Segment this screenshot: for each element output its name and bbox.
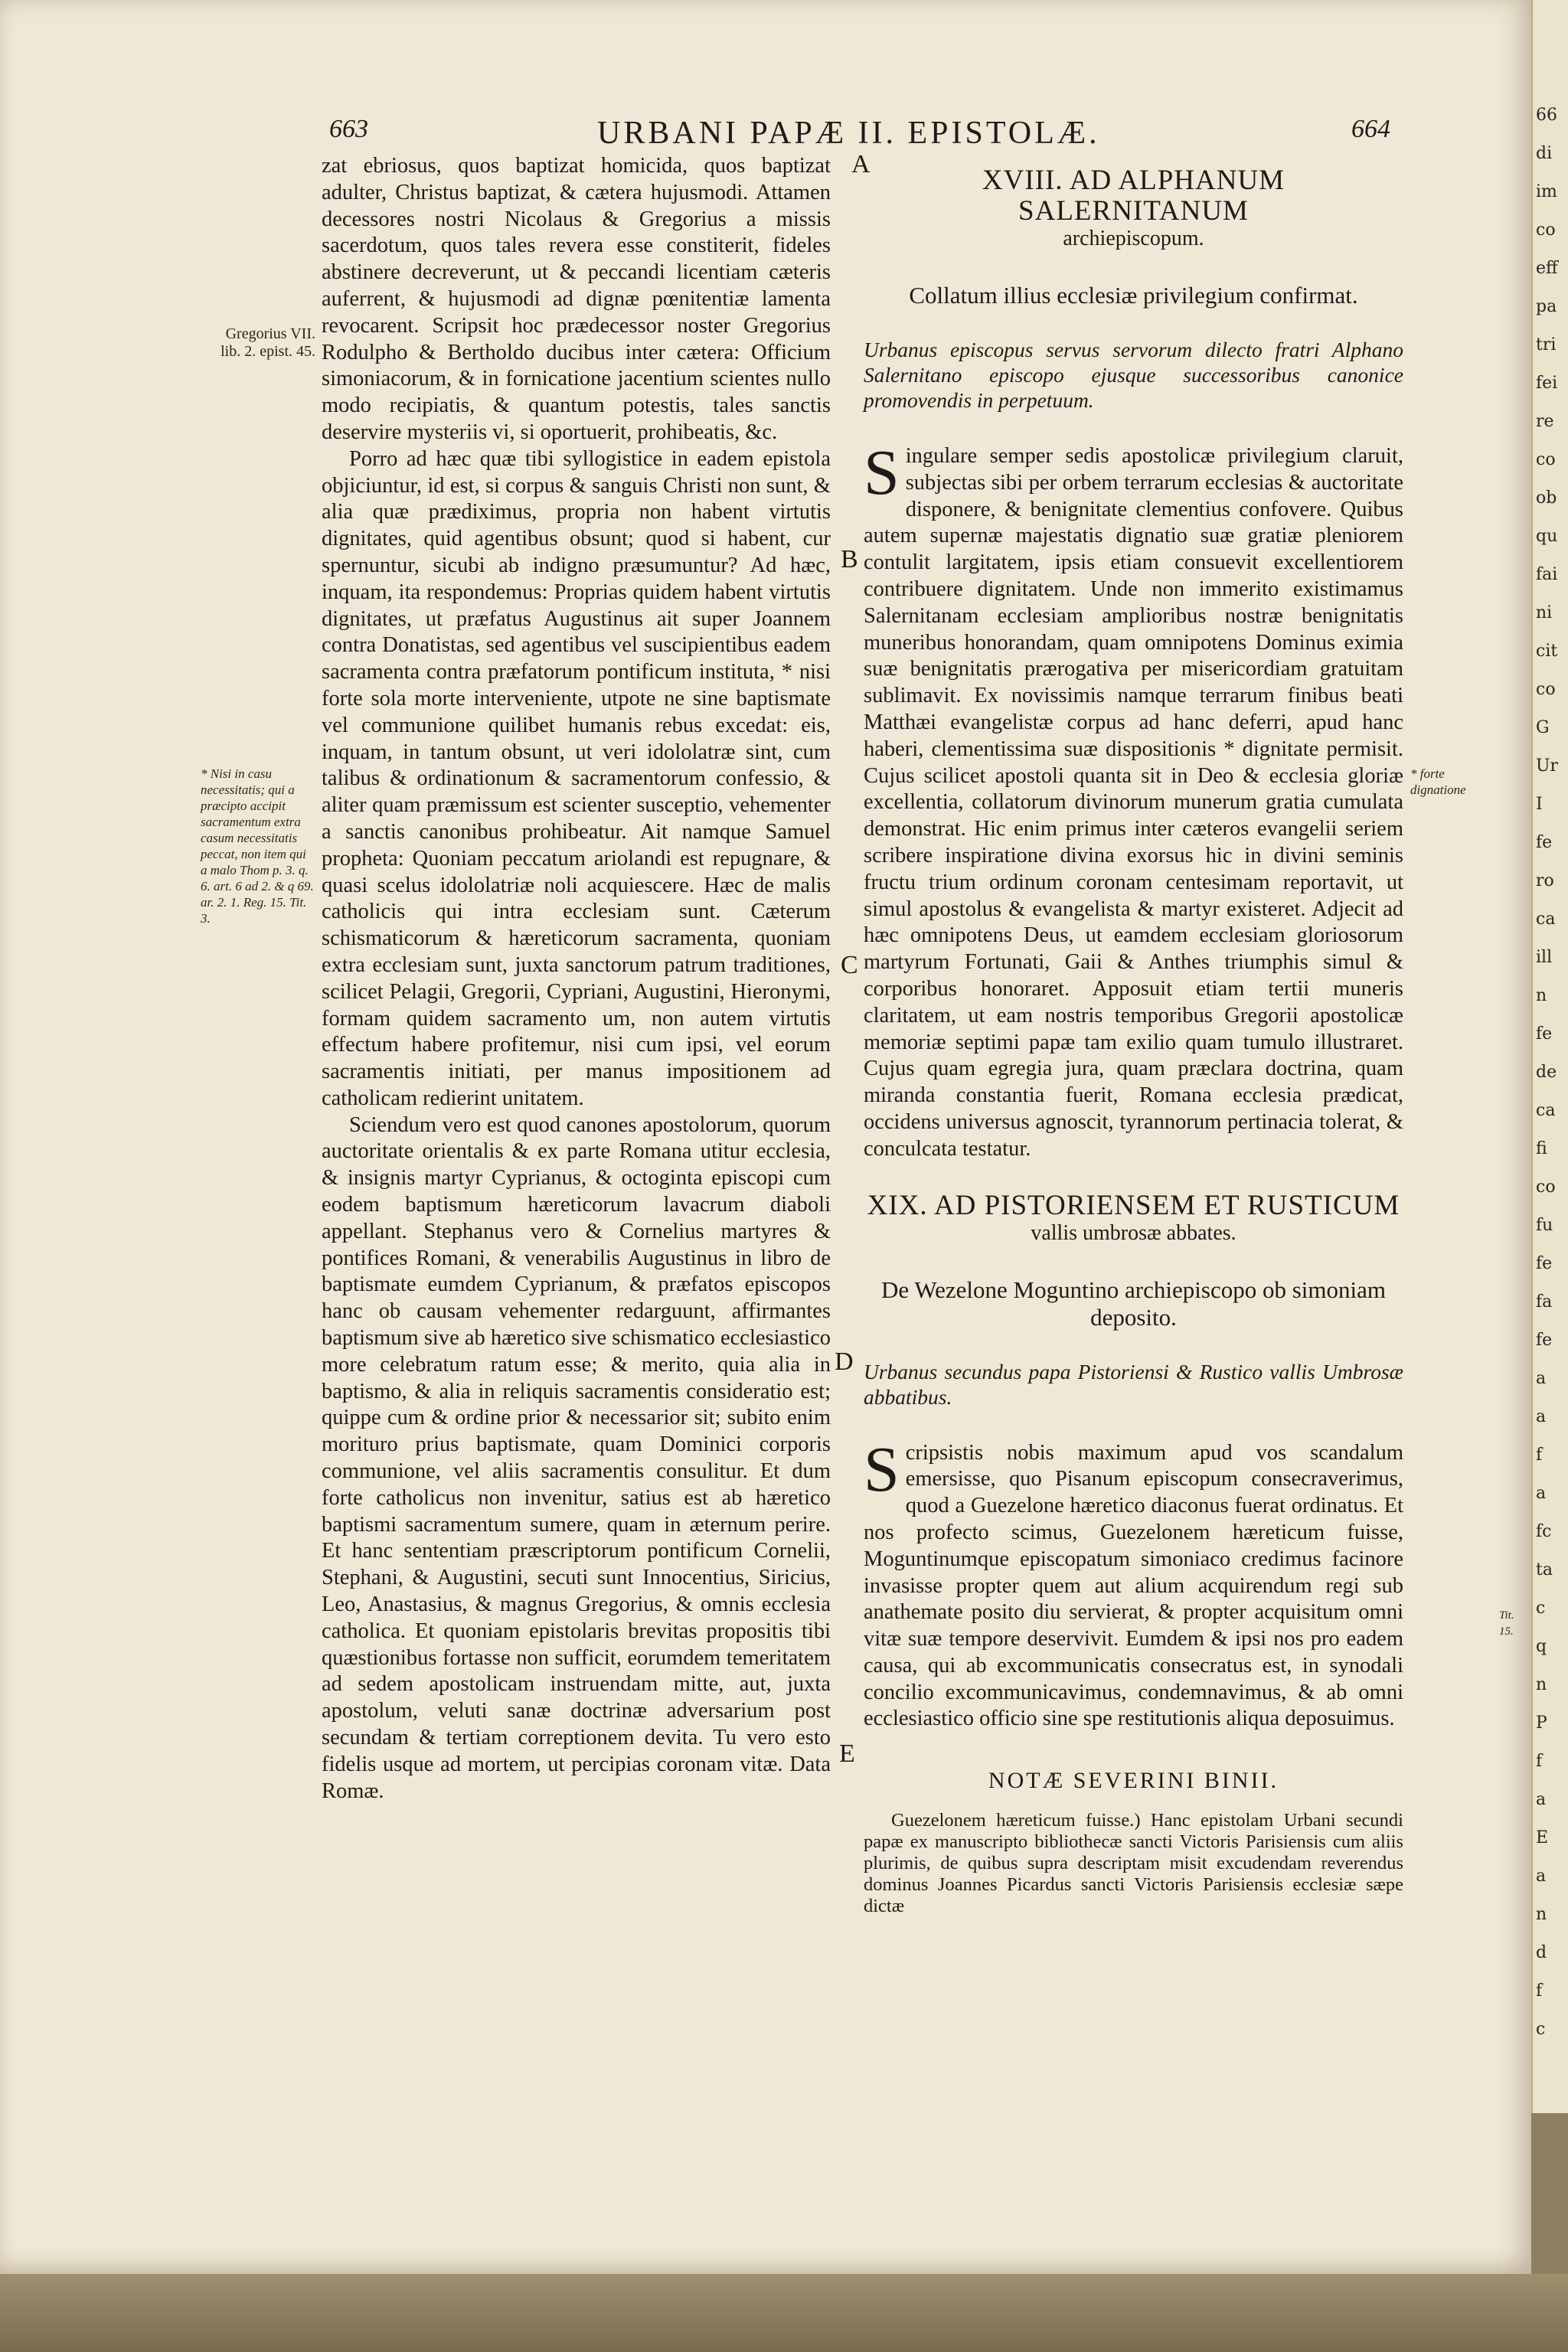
adjacent-page-fragment: fe [1536,833,1553,852]
adjacent-page-fragment: co [1536,680,1556,699]
left-column [322,153,831,1805]
adjacent-page-fragment: ob [1536,488,1557,508]
margin-note-gregorius: Gregorius VII. lib. 2. epist. 45. [220,325,315,360]
section-18-summary: Collatum illius ecclesiæ privilegium confirmat. [909,282,1358,309]
section-letter-a: A [851,150,871,178]
section-letter-c: C [841,951,858,979]
adjacent-page-fragment: fei [1536,374,1558,393]
adjacent-page-fragment: I [1536,795,1543,814]
section-19-subtitle: vallis umbrosæ abbates. [1031,1220,1236,1245]
adjacent-page-fragment: a [1536,1369,1547,1388]
page-number-right: 664 [1351,115,1390,143]
adjacent-page-fragment: f [1536,1446,1543,1465]
adjacent-page-fragment: d [1536,1943,1547,1962]
adjacent-page-fragment: n [1536,986,1547,1005]
section-letter-d: D [835,1348,854,1376]
adjacent-page-fragment: co [1536,450,1556,469]
left-paragraph-3: Sciendum vero est quod canones apostolorum, quorum auctoritate orientalis & ex parte Romana utitur ecclesia, & insignis martyr Cyprianus, & octoginta episcopi cum eodem baptismum hæreticorum lavacrum diaboli appellant. Stephanus vero & Cornelius martyres & pontifices Romani, & venerabilis Augustinus in libro de baptismate eumdem Cyprianum, & præfatos episcopos hanc ob causam vehementer redarguunt, affirmantes baptismum sive ab hæretico sive schismatico ecclesiastico more celebratum ratum esse; & merito, quia alia in baptismo, & alia in reliquis sacramentis consideratio est; quippe cum & ordine prior & necessarior sit; subito enim morituro prius baptismate, quam Dominici corporis communione, vel aliis sacramentis consulitur. Et dum forte catholicus non invenitur, satius est ab hæretico baptismi sacramentum sumere, quam in æternum perire. Et hanc sententiam præscriptorum pontificum Cornelii, Stephani, & Augustini, secuti sunt Innocentius, Siricius, Leo, Anastasius, & magnus Gregorius, & omnis ecclesia catholica. Et quoniam epistolaris brevitas propositis tibi quæstionibus fortasse non sufficit, eorumdem temeritatem ad sedem apostolicam instruendam mitte, aut, juxta apostolum, veluti sanæ doctrinæ adversarium post secundam & tertiam correptionem devita. Tu vero esto fidelis usque ad mortem, ut percipias coronam vitæ. Data Romæ. [322,1112,831,1803]
adjacent-page-fragment: ca [1536,910,1556,929]
margin-note-edge: Tit. 15. [1499,1609,1514,1638]
right-column [864,161,1403,1917]
adjacent-page-fragment: a [1536,1484,1547,1503]
adjacent-page-fragment: c [1536,1599,1546,1618]
adjacent-page-fragment: f [1536,1752,1543,1771]
section-19-incipit: Urbanus secundus papa Pistoriensi & Rustico vallis Umbrosæ abbatibus. [864,1359,1403,1409]
adjacent-page-fragment: fa [1536,1292,1553,1312]
section-18-title: XVIII. AD ALPHANUM SALERNITANUM [982,165,1285,227]
page-number-left: 663 [329,115,368,143]
adjacent-page-fragment: ni [1536,603,1553,622]
adjacent-page-fragment: tri [1536,335,1557,354]
adjacent-page-fragment: ro [1536,871,1554,890]
adjacent-page-fragment: G [1536,718,1550,737]
adjacent-page-fragment: pa [1536,297,1557,316]
book-bottom-edge [0,2274,1568,2352]
section-18-incipit: Urbanus episcopus servus servorum dilecto fratri Alphano Salernitano episcopo ejusque successoribus canonice promovendis in perpetuum. [864,338,1403,412]
adjacent-page-fragment: fc [1536,1522,1552,1541]
adjacent-page-fragment: cit [1536,642,1558,661]
adjacent-page-fragment: P [1536,1713,1547,1733]
adjacent-page-fragment: fe [1536,1331,1553,1350]
adjacent-page-fragment: q [1536,1637,1547,1656]
adjacent-page-fragment: a [1536,1407,1547,1426]
adjacent-page-fragment: n [1536,1675,1547,1694]
section-19-title: XIX. AD PISTORIENSEM ET RUSTICUM [867,1189,1400,1221]
section-18-body: Singulare semper sedis apostolicæ privilegium claruit, subjectas sibi per orbem terrarum ecclesias & auctoritate disponere, & benignitate clementius confovere. Quibus autem supernæ majestatis dignatio suæ gratiæ pleniorem contulit largitatem, ipsis etiam consuevit excellentiorem contribuere dignitatem. Unde non immerito existimamus Salernitanam ecclesiam amplioribus nostræ benignitatis muneribus honorandam, quam omnipotens Dominus eximia suæ benignitatis prærogativa per misericordiam gratuitam sublimavit. Ex novissimis namque terrarum finibus beati Matthæi evangelistæ corpus ad hanc deferri, apud hanc haberi, clementissima suæ dispositionis * dignitate permisit. Cujus scilicet apostoli quanta sit in Deo & ecclesia gloriæ excellentia, collatorum divinorum munerum gratia cumulata demonstrat. Hic enim primus inter cæteros evangelii seriem scribere inspiratione divina exorsus hic in divini seminis fructu trium ordinum coronam centesimam reportavit, ut simul apostolus & evangelista & martyr existeret. Adjecit ad hæc omnipotens Deus, ut eamdem ecclesiam gloriosorum martyrum Fortunati, Gaii & Anthes triumphis simul & corporibus honoraret. Apposuit etiam tertii muneris claritatem, ut eam nostris temporibus Gregorii apostolicæ memoriæ septimi papæ tam exilio quam tumulo illustraret. Cujus quam egregia jura, quam præclara doctrina, quam miranda constantia fuerit, Romana ecclesia prædicat, occidens universus agnoscit, tyrannorum pertinacia tolerat, & conculcata testatur. [864,437,1403,1161]
adjacent-page-fragment: fu [1536,1216,1553,1235]
adjacent-page-fragment: im [1536,182,1557,201]
notae-text: Guezelonem hæreticum fuisse.) Hanc epistolam Urbani secundi papæ ex manuscripto bibliothecæ sancti Victoris Parisiensis cum aliis plurimis, de quibus supra descriptam misit excudendam reverendus dominus Joannes Picardus sancti Victoris Parisiensis ecclesiæ sæpe dictæ [864,1810,1403,1917]
margin-note-nisi: * Nisi in casu necessitatis; qui a præcipto accipit sacramentum extra casum necessitatis peccat, non item qui a malo Thom p. 3. q. 6. art. 6 ad 2. & q 69. ar. 2. 1. Reg. 15. Tit. 3. [201,766,314,926]
adjacent-page-fragment: de [1536,1063,1557,1082]
adjacent-page-fragment: co [1536,220,1556,240]
adjacent-page-fragment: n [1536,1905,1547,1924]
adjacent-page-fragment: fe [1536,1254,1553,1273]
adjacent-page-edge [1531,0,1568,2113]
adjacent-page-fragment: eff [1536,259,1558,278]
adjacent-page-fragment: fai [1536,565,1558,584]
margin-note-forte: * forte dignatione [1410,766,1466,797]
adjacent-page-fragment: re [1536,412,1554,431]
adjacent-page-fragment: a [1536,1867,1547,1886]
adjacent-page-fragment: c [1536,2020,1546,2039]
left-paragraph-2: Porro ad hæc quæ tibi syllogistice in eadem epistola objiciuntur, id est, si corpus & sanguis Christi non sunt, & alia quæ prædiximus, propria non habent virtutis dignitates, quid agentibus obsunt; quod si habent, cur spernuntur, sicubi ab indigno præsumuntur? Ad hæc, inquam, ita respondemus: Proprias quidem habent virtutis dignitates, ut præfatus Augustinus ait super Joannem contra Donatistas, sed agentibus vel suscipientibus eadem sacramenta contra præfatorum pontificum instituta, * nisi forte sola morte interveniente, utpote ne sine baptismate vel communione quilibet humanis rebus excedat: eis, inquam, in tantum obsunt, ut veri idololatræ sint, cum talibus & ordinationum & sacramentorum confessio, & aliter quam præmissum est scienter susceptio, vehementer a sanctis canonibus prohibeatur. Ait namque Samuel propheta: Quoniam peccatum ariolandi est repugnare, & quasi scelus idololatriæ noli acquiescere. Hæc de malis catholicis qui intra ecclesiam sunt. Cæterum schismaticorum & hæreticorum sacramenta, quoniam extra ecclesiam sunt, juxta sanctorum patrum traditiones, scilicet Pelagii, Gregorii, Cypriani, Augustini, Hieronymi, formam quidem sacramento um, non autem virtutis effectum habere profitemur, nisi cum ipsi, vel eorum sacramentis initiati, per manus impositionem ad catholicam redierint unitatem. [322,446,831,1110]
adjacent-page-fragment: qu [1536,527,1558,546]
adjacent-page-fragment: fe [1536,1024,1553,1044]
adjacent-page-fragment: fi [1536,1139,1547,1158]
adjacent-page-fragment: a [1536,1790,1547,1809]
adjacent-page-fragment: 66 [1536,106,1557,125]
adjacent-page-fragment: co [1536,1178,1556,1197]
section-19-summary: De Wezelone Moguntino archiepiscopo ob simoniam deposito. [881,1276,1386,1331]
adjacent-page-fragment: ill [1536,948,1553,967]
running-title: URBANI PAPÆ II. EPISTOLÆ. [597,116,1100,151]
notae-title: NOTÆ SEVERINI BINII. [988,1768,1279,1794]
adjacent-page-fragment: Ur [1536,756,1559,776]
section-19-body: Scripsistis nobis maximum apud vos scandalum emersisse, quo Pisanum episcopum consecraverimus, quod a Guezelone hæretico diaconus fuerat ordinatus. Et nos profecto scimus, Guezelonem hæreticum fuisse, Moguntinumque episcopatum simoniaco credimus facinore invasisse propter quem aut alium acquirendum regi sub anathemate posito diu servierat, & propter acquisitum omni vitæ suæ tempore deservivit. Eumdem & ipsi nos pro eadem causa, qui ab excommunicatis consecratus est, in synodali concilio excommunicavimus, condemnavimus, & ab omni ecclesiastico officio sine spe restitutionis aliqua deposuimus. [864,1433,1403,1731]
left-paragraph-1: zat ebriosus, quos baptizat homicida, quos baptizat adulter, Christus baptizat, & cætera hujusmodi. Attamen decessores nostri Nicolaus & Gregorius a missis sacerdotum, quos tales revera esse constiterit, fideles abstinere decreverunt, ut & peccandi licentiam cæteris auferrent, & hujusmodi ad dignæ pœnitentiæ lamenta revocarent. Scripsit hoc prædecessor noster Gregorius Rodulpho & Bertholdo ducibus inter cætera: Officium simoniacorum, & in fornicatione jacentium scientes nullo modo recipiatis, & quantum potestis, tales sanctis deservire mysteriis vi, si oportuerit, prohibeatis, &c. [322,154,831,444]
section-18-subtitle: archiepiscopum. [1063,227,1204,250]
adjacent-page-fragment: ta [1536,1560,1553,1579]
adjacent-page-fragment: di [1536,144,1553,163]
adjacent-page-fragment: ca [1536,1101,1556,1120]
section-letter-e: E [839,1740,855,1768]
adjacent-page-fragment: E [1536,1828,1549,1847]
section-letter-b: B [841,545,858,573]
adjacent-page-fragment: f [1536,1981,1543,2001]
